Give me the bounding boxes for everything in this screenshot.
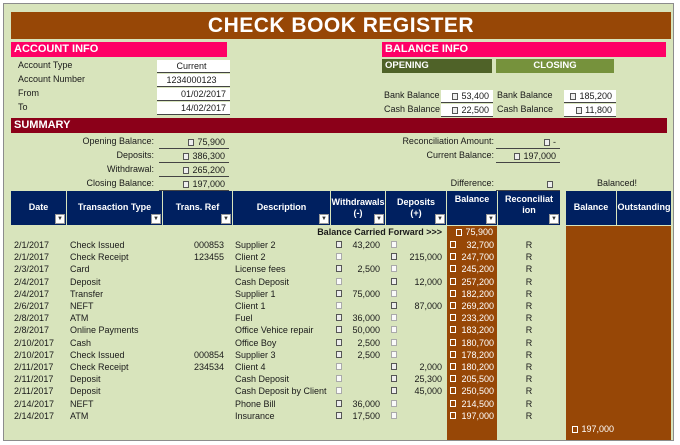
col-header-type xyxy=(67,191,162,225)
cell-description[interactable]: Supplier 2 xyxy=(235,240,276,250)
cell-balance[interactable]: 250,500 xyxy=(461,386,494,397)
cell-format-icon xyxy=(391,400,397,407)
cell-reconciliation[interactable]: R xyxy=(525,276,533,287)
filter-type-icon[interactable]: ▼ xyxy=(151,214,161,224)
cell-withdrawal[interactable]: 2,500 xyxy=(357,264,380,275)
cell-date[interactable]: 2/8/2017 xyxy=(14,313,50,324)
summary-withdrawal-field[interactable] xyxy=(159,164,229,177)
cell-balance[interactable]: 233,200 xyxy=(461,313,494,324)
reconciliation-cell-icon xyxy=(544,139,550,146)
col-header-balance-label: Balance xyxy=(454,194,490,204)
cell-type[interactable]: Cash xyxy=(70,337,92,348)
cell-format-icon xyxy=(336,278,342,285)
cell-description[interactable]: Cash Deposit xyxy=(235,276,290,287)
opening-cash-field[interactable] xyxy=(441,104,493,117)
summary-deposits-value: 386,300 xyxy=(192,151,225,161)
cell-reconciliation[interactable]: R xyxy=(525,362,533,372)
cell-format-icon xyxy=(391,363,397,370)
opening-header: OPENING xyxy=(382,59,492,73)
cell-description[interactable]: Supplier 3 xyxy=(235,349,276,360)
filter-deposits-icon[interactable]: ▼ xyxy=(435,214,445,224)
cell-deposit[interactable]: 87,000 xyxy=(414,301,442,311)
closing-bank-label: Bank Balance xyxy=(497,90,553,100)
closing-bank-field[interactable] xyxy=(564,90,616,103)
cell-format-icon xyxy=(450,387,456,394)
cell-withdrawal[interactable]: 36,000 xyxy=(352,313,380,324)
cell-format-icon xyxy=(391,326,397,333)
cell-type[interactable]: Card xyxy=(70,264,90,275)
difference-cell-icon xyxy=(547,181,553,188)
cell-balance[interactable]: 247,700 xyxy=(461,252,494,263)
cell-deposit[interactable]: 25,300 xyxy=(414,374,442,385)
account-type-field[interactable]: Current xyxy=(157,60,230,73)
col-header-deposits-label: Deposits (+) xyxy=(396,197,435,218)
cell-format-icon xyxy=(336,412,342,419)
final-balance2-cell xyxy=(566,423,616,435)
table-row[interactable] xyxy=(4,300,674,312)
cell-type[interactable]: Check Issued xyxy=(70,240,125,250)
cell-description[interactable]: Insurance xyxy=(235,410,275,421)
cell-reconciliation[interactable]: R xyxy=(525,386,533,397)
cell-withdrawal[interactable]: 75,000 xyxy=(352,288,380,299)
cell-balance[interactable]: 180,200 xyxy=(461,362,494,372)
cell-reconciliation[interactable]: R xyxy=(525,240,533,250)
cell-description[interactable]: Client 2 xyxy=(235,252,266,263)
cell-format-icon xyxy=(391,253,397,260)
closing-bank-value: 185,200 xyxy=(579,91,612,101)
deposits-label: Deposits: xyxy=(116,150,154,160)
closing-cash-value: 11,800 xyxy=(585,105,612,115)
cell-balance[interactable]: 205,500 xyxy=(461,374,494,385)
table-row[interactable] xyxy=(4,337,674,349)
cell-format-icon xyxy=(450,278,456,285)
account-type-label: Account Type xyxy=(18,60,73,70)
cell-format-icon xyxy=(450,326,456,333)
filter-date-icon[interactable]: ▼ xyxy=(55,214,65,224)
col-header-description-label: Description xyxy=(256,201,307,212)
account-number-label: Account Number xyxy=(18,74,86,84)
summary-opening-cell-icon xyxy=(188,139,194,146)
cell-description[interactable]: Phone Bill xyxy=(235,398,276,409)
cell-balance[interactable]: 32,700 xyxy=(466,240,494,250)
difference-field[interactable] xyxy=(496,178,560,191)
cell-reconciliation[interactable]: R xyxy=(525,398,533,409)
final-balance2-value: 197,000 xyxy=(581,424,614,434)
closing-balance-label: Closing Balance: xyxy=(86,178,154,188)
col-header-outstanding-label: Outstanding xyxy=(617,201,671,212)
cell-type[interactable]: NEFT xyxy=(70,398,94,409)
cell-ref[interactable]: 123455 xyxy=(193,252,224,263)
opening-cash-cell-icon xyxy=(452,107,458,114)
cell-format-icon xyxy=(391,375,397,382)
table-row[interactable] xyxy=(4,349,674,361)
opening-bank-label: Bank Balance xyxy=(384,90,440,100)
col-header-deposits xyxy=(386,191,446,225)
reconciliation-amount-field[interactable] xyxy=(496,136,560,149)
table-row[interactable] xyxy=(4,239,674,251)
cell-format-icon xyxy=(450,363,456,370)
cell-format-icon xyxy=(336,265,342,272)
to-date-field[interactable]: 14/02/2017 xyxy=(157,102,230,115)
cell-reconciliation[interactable]: R xyxy=(525,337,533,348)
cell-format-icon xyxy=(336,290,342,297)
cell-format-icon xyxy=(450,253,456,260)
closing-header: CLOSING xyxy=(496,59,614,73)
current-balance-value: 197,000 xyxy=(523,151,556,161)
cell-deposit[interactable]: 215,000 xyxy=(409,252,442,263)
cell-format-icon xyxy=(450,265,456,272)
cell-format-icon xyxy=(450,351,456,358)
cell-type[interactable]: Check Receipt xyxy=(70,252,129,263)
opening-cash-label: Cash Balance xyxy=(384,104,441,114)
cell-reconciliation[interactable]: R xyxy=(525,288,533,299)
col-header-withdrawals xyxy=(331,191,385,225)
cell-date[interactable]: 2/3/2017 xyxy=(14,264,50,275)
cell-type[interactable]: Deposit xyxy=(70,276,101,287)
to-label: To xyxy=(18,102,28,112)
cell-format-icon xyxy=(336,314,342,321)
cell-format-icon xyxy=(450,314,456,321)
withdrawal-label: Withdrawal: xyxy=(106,164,154,174)
table-row[interactable] xyxy=(4,312,674,324)
cell-deposit[interactable]: 12,000 xyxy=(414,276,442,287)
closing-cash-field[interactable] xyxy=(564,104,616,117)
col-header-ref-label: Trans. Ref xyxy=(175,201,220,212)
cell-format-icon xyxy=(450,375,456,382)
filter-description-icon[interactable]: ▼ xyxy=(319,214,329,224)
cell-withdrawal[interactable]: 43,200 xyxy=(352,240,380,250)
register-sheet xyxy=(3,3,674,441)
col-header-outstanding xyxy=(617,191,671,225)
reconciliation-amount-value: - xyxy=(553,137,556,147)
table-row[interactable] xyxy=(4,373,674,385)
col-header-reconciliation xyxy=(498,191,560,225)
cell-date[interactable]: 2/11/2017 xyxy=(14,374,54,385)
cell-format-icon xyxy=(336,302,342,309)
table-row[interactable] xyxy=(4,385,674,397)
cell-type[interactable]: ATM xyxy=(70,313,89,324)
table-row[interactable] xyxy=(4,288,674,300)
cell-reconciliation[interactable]: R xyxy=(525,252,533,263)
cell-format-icon xyxy=(391,339,397,346)
cell-date[interactable]: 2/14/2017 xyxy=(14,410,55,421)
summary-withdrawal-value: 265,200 xyxy=(192,165,225,175)
cell-ref[interactable]: 000853 xyxy=(193,240,224,250)
filter-reconciliation-icon[interactable]: ▼ xyxy=(549,214,559,224)
table-row[interactable] xyxy=(4,398,674,410)
cell-balance[interactable]: 257,200 xyxy=(461,276,494,287)
col-header-ref xyxy=(163,191,232,225)
col-header-date-label: Date xyxy=(28,201,49,212)
opening-bank-cell-icon xyxy=(452,93,458,100)
cell-date[interactable]: 2/1/2017 xyxy=(14,240,50,250)
cell-description[interactable]: Office Boy xyxy=(235,337,277,348)
table-row[interactable] xyxy=(4,324,674,336)
table-row[interactable] xyxy=(4,276,674,288)
cell-type[interactable]: Online Payments xyxy=(70,325,139,336)
col-header-type-label: Transaction Type xyxy=(77,201,152,212)
cell-format-icon xyxy=(336,253,342,260)
cell-reconciliation[interactable]: R xyxy=(525,374,533,385)
opening-cash-value: 22,500 xyxy=(461,105,489,115)
account-number-field[interactable]: 1234000123 xyxy=(157,74,230,87)
filter-balance-icon[interactable]: ▼ xyxy=(486,214,496,224)
table-row[interactable] xyxy=(4,263,674,275)
cell-description[interactable]: Office Vehice repair xyxy=(235,325,314,336)
cell-withdrawal[interactable]: 36,000 xyxy=(352,398,380,409)
cell-format-icon xyxy=(336,387,342,394)
cell-date[interactable]: 2/10/2017 xyxy=(14,337,55,348)
cell-date[interactable]: 2/4/2017 xyxy=(14,288,50,299)
opening-bank-field[interactable] xyxy=(441,90,493,103)
cell-description[interactable]: License fees xyxy=(235,264,286,275)
current-balance-cell-icon xyxy=(514,153,520,160)
cell-type[interactable]: NEFT xyxy=(70,301,94,311)
col-header-balance2-label: Balance xyxy=(573,201,609,212)
closing-cash-cell-icon xyxy=(576,107,582,114)
carried-forward-amount: 75,900 xyxy=(465,227,493,237)
cell-format-icon xyxy=(336,351,342,358)
table-row[interactable] xyxy=(4,410,674,422)
cell-format-icon xyxy=(391,290,397,297)
cell-format-icon xyxy=(391,302,397,309)
cell-deposit[interactable]: 45,000 xyxy=(414,386,442,397)
cell-date[interactable]: 2/8/2017 xyxy=(14,325,50,336)
summary-closing-value: 197,000 xyxy=(192,179,225,189)
opening-bank-value: 53,400 xyxy=(461,91,489,101)
cell-format-icon xyxy=(336,339,342,346)
summary-deposits-field[interactable] xyxy=(159,150,229,163)
cell-format-icon xyxy=(450,302,456,309)
cell-format-icon xyxy=(391,412,397,419)
balanced-status: Balanced! xyxy=(596,178,638,188)
cell-format-icon xyxy=(450,412,456,419)
summary-opening-value: 75,900 xyxy=(197,137,225,147)
carried-forward-label: Balance Carried Forward >>> xyxy=(317,227,442,237)
difference-label: Difference: xyxy=(450,178,494,188)
reconciliation-amount-label: Reconciliation Amount: xyxy=(402,136,494,146)
opening-balance-label: Opening Balance: xyxy=(82,136,154,146)
cell-description[interactable]: Client 4 xyxy=(235,362,266,372)
col-header-balance xyxy=(447,191,497,225)
cell-format-icon xyxy=(450,290,456,297)
cell-withdrawal[interactable]: 2,500 xyxy=(357,337,380,348)
cell-format-icon xyxy=(336,326,342,333)
cell-description[interactable]: Supplier 1 xyxy=(235,288,276,299)
cell-type[interactable]: Deposit xyxy=(70,374,101,385)
cell-balance[interactable]: 245,200 xyxy=(461,264,494,275)
table-row[interactable] xyxy=(4,361,674,373)
cell-description[interactable]: Client 1 xyxy=(235,301,266,311)
cell-date[interactable]: 2/4/2017 xyxy=(14,276,50,287)
cell-reconciliation[interactable]: R xyxy=(525,349,533,360)
cell-deposit[interactable]: 2,000 xyxy=(419,362,442,372)
cell-description[interactable]: Fuel xyxy=(235,313,253,324)
filter-withdrawals-icon[interactable]: ▼ xyxy=(374,214,384,224)
cell-reconciliation[interactable]: R xyxy=(525,313,533,324)
from-label: From xyxy=(18,88,39,98)
summary-withdrawal-cell-icon xyxy=(183,167,189,174)
summary-deposits-cell-icon xyxy=(183,153,189,160)
carried-forward-value xyxy=(447,227,497,238)
cell-date[interactable]: 2/10/2017 xyxy=(14,349,55,360)
filter-ref-icon[interactable]: ▼ xyxy=(221,214,231,224)
col-header-balance2 xyxy=(566,191,616,225)
cell-description[interactable]: Cash Deposit xyxy=(235,374,290,385)
cell-date[interactable]: 2/1/2017 xyxy=(14,252,50,263)
cell-withdrawal[interactable]: 2,500 xyxy=(357,349,380,360)
cell-format-icon xyxy=(391,265,397,272)
cell-reconciliation[interactable]: R xyxy=(525,301,533,311)
cell-balance[interactable]: 183,200 xyxy=(461,325,494,336)
cell-balance[interactable]: 178,200 xyxy=(461,349,494,360)
cell-balance[interactable]: 214,500 xyxy=(461,398,494,409)
closing-cash-label: Cash Balance xyxy=(497,104,554,114)
cell-type[interactable]: ATM xyxy=(70,410,89,421)
cell-date[interactable]: 2/11/2017 xyxy=(14,386,54,397)
cell-date[interactable]: 2/11/2017 xyxy=(14,362,54,372)
cell-format-icon xyxy=(336,400,342,407)
cell-ref[interactable]: 234534 xyxy=(193,362,224,372)
cell-type[interactable]: Check Issued xyxy=(70,349,125,360)
cell-withdrawal[interactable]: 17,500 xyxy=(352,410,380,421)
cell-ref[interactable]: 000854 xyxy=(193,349,224,360)
cell-balance[interactable]: 269,200 xyxy=(461,301,494,311)
cell-format-icon xyxy=(391,278,397,285)
cell-format-icon xyxy=(450,339,456,346)
cell-type[interactable]: Check Receipt xyxy=(70,362,129,372)
summary-closing-cell-icon xyxy=(183,181,189,188)
cell-format-icon xyxy=(336,363,342,370)
cell-format-icon xyxy=(391,351,397,358)
cell-format-icon xyxy=(450,400,456,407)
cell-reconciliation[interactable]: R xyxy=(525,410,533,421)
final-balance2-icon xyxy=(572,426,578,433)
cell-format-icon xyxy=(450,241,456,248)
balance-info-header: BALANCE INFO xyxy=(382,42,666,57)
current-balance-label: Current Balance: xyxy=(426,150,494,160)
col-header-withdrawals-label: Withdrawals (-) xyxy=(331,197,385,218)
summary-opening-field[interactable] xyxy=(159,136,229,149)
cell-balance[interactable]: 180,700 xyxy=(461,337,494,348)
cell-withdrawal[interactable]: 50,000 xyxy=(352,325,380,336)
from-date-field[interactable]: 01/02/2017 xyxy=(157,88,230,101)
cell-date[interactable]: 2/6/2017 xyxy=(14,301,50,311)
col-header-reconciliation-label: Reconciliation xyxy=(504,194,553,215)
cell-format-icon xyxy=(391,241,397,248)
cell-balance[interactable]: 197,000 xyxy=(461,410,494,421)
current-balance-field[interactable] xyxy=(496,150,560,163)
summary-header: SUMMARY xyxy=(11,118,667,133)
col-header-description xyxy=(233,191,330,225)
cell-format-icon xyxy=(391,314,397,321)
col-header-date xyxy=(11,191,66,225)
cell-type[interactable]: Deposit xyxy=(70,386,101,397)
account-info-header: ACCOUNT INFO xyxy=(11,42,227,57)
cell-type[interactable]: Transfer xyxy=(70,288,104,299)
cell-reconciliation[interactable]: R xyxy=(525,264,533,275)
carried-forward-cell-icon xyxy=(456,229,462,236)
table-row[interactable] xyxy=(4,251,674,263)
cell-format-icon xyxy=(336,375,342,382)
cell-reconciliation[interactable]: R xyxy=(525,325,533,336)
cell-date[interactable]: 2/14/2017 xyxy=(14,398,55,409)
cell-description[interactable]: Cash Deposit by Client xyxy=(235,386,327,397)
cell-format-icon xyxy=(336,241,342,248)
closing-bank-cell-icon xyxy=(570,93,576,100)
page-title: CHECK BOOK REGISTER xyxy=(11,12,671,39)
cell-format-icon xyxy=(391,387,397,394)
cell-balance[interactable]: 182,200 xyxy=(461,288,494,299)
summary-closing-field[interactable] xyxy=(159,178,229,191)
